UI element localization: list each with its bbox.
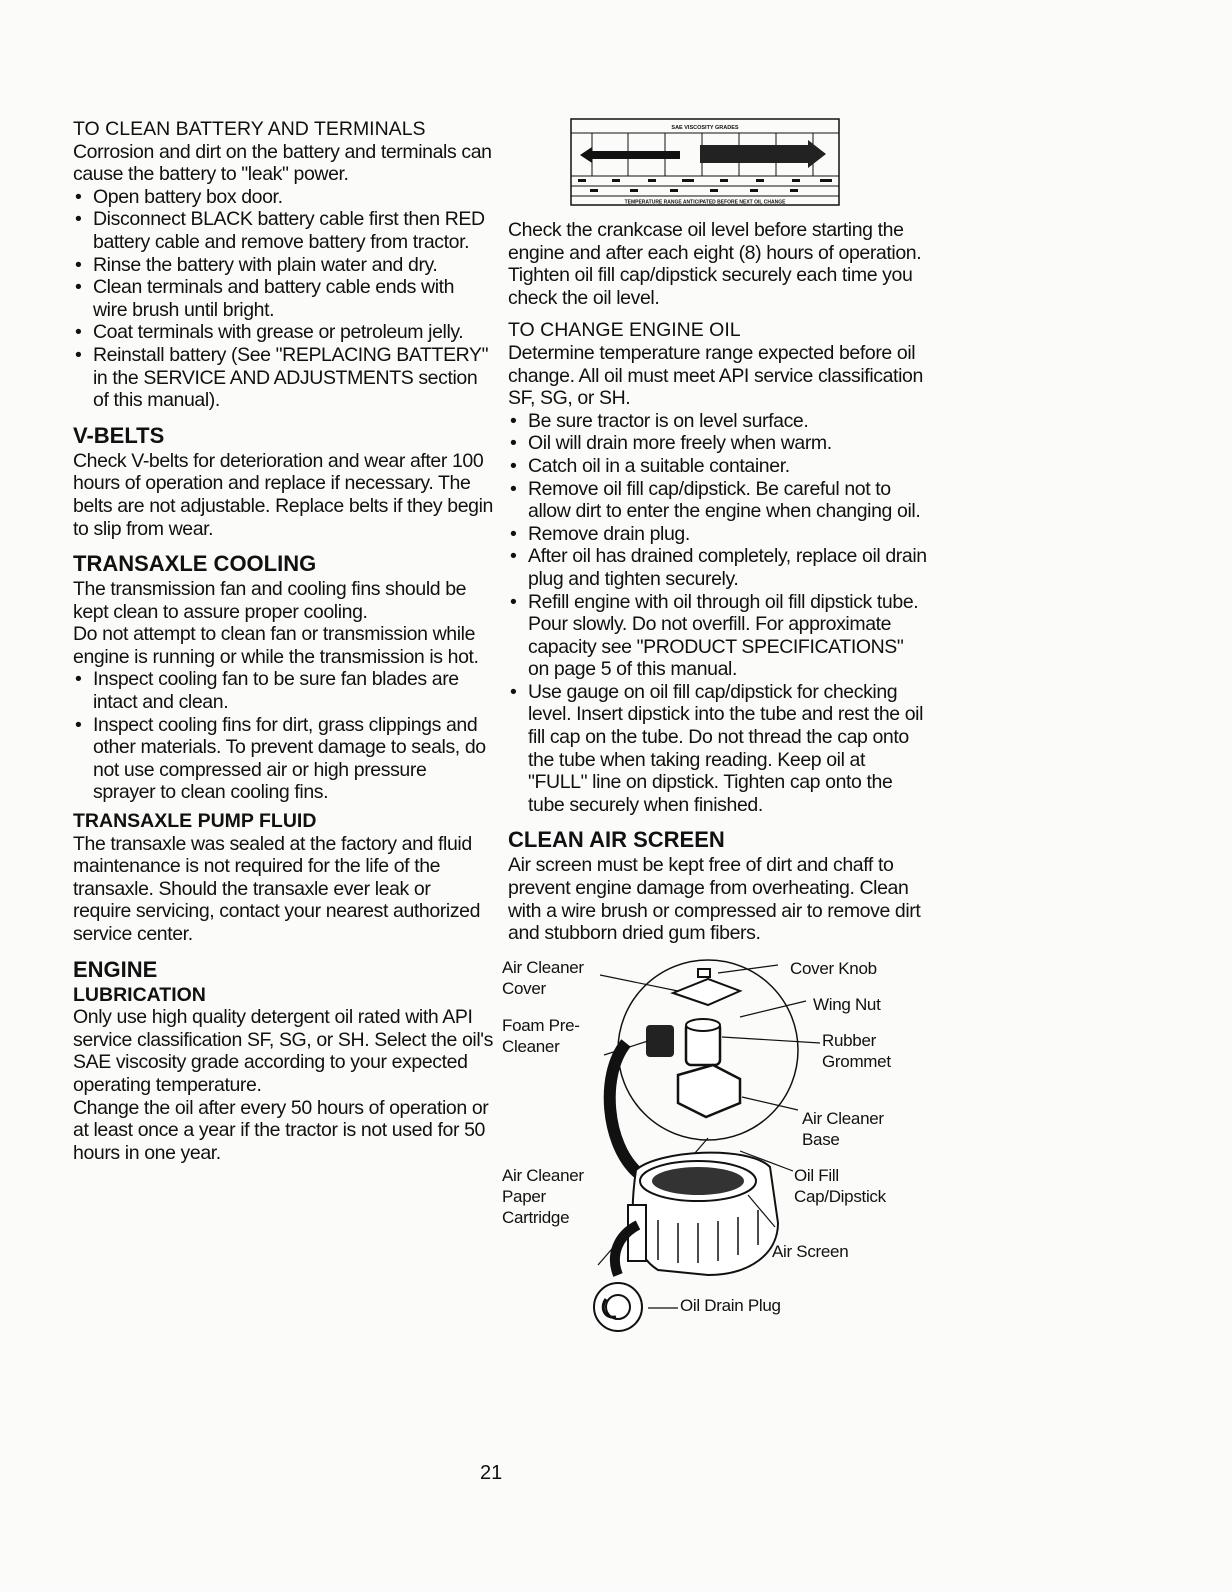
vbelts-text: Check V-belts for deterioration and wear after 100 hours of operation and replace if necessary. The belts are not adjustable. Replace belts if they begin to slip from wear. — [73, 449, 493, 540]
cooling-steps — [73, 668, 493, 804]
page-number: 21 — [480, 1462, 503, 1484]
list-item: • Catch oil in a suitable container. — [508, 455, 928, 478]
label-cover-knob: Cover Knob — [790, 958, 877, 978]
change-oil-steps — [508, 410, 928, 817]
air-cleaner-diagram — [502, 955, 938, 1355]
vbelts-heading: V-BELTS — [73, 422, 165, 448]
label-air-screen: Air Screen — [772, 1241, 849, 1261]
label-wing-nut: Wing Nut — [813, 994, 881, 1014]
lubrication-text-2: Change the oil after every 50 hours of operation or at least once a year if the tractor is not used for 50 hours in one year. — [73, 1096, 489, 1164]
viscosity-chart — [570, 118, 840, 206]
air-screen-heading: CLEAN AIR SCREEN — [508, 827, 725, 853]
list-item: • Reinstall battery (See "REPLACING BATTERY" in the SERVICE AND ADJUSTMENTS section of this manual). — [73, 344, 493, 412]
label-rubber-grommet: Rubber Grommet — [822, 1030, 891, 1071]
list-item: • Coat terminals with grease or petroleum jelly. — [73, 321, 493, 344]
lubrication-text-1: Only use high quality detergent oil rated with API service classification SF, SG, or SH. Select the oil's SAE viscosity grade according to your expected operating temperature. — [73, 1006, 493, 1096]
right-column — [502, 118, 928, 1355]
pump-text: The transaxle was sealed at the factory and fluid maintenance is not required for the life of the transaxle. Should the transaxle ever leak or require servicing, contact your nearest authorized service center. — [73, 832, 481, 945]
left-column — [73, 118, 493, 1164]
cooling-text-1: The transmission fan and cooling fins should be kept clean to assure proper cooling. — [73, 578, 467, 623]
battery-intro: Corrosion and dirt on the battery and terminals can cause the battery to "leak" power. — [73, 140, 492, 186]
cooling-text-2: Do not attempt to clean fan or transmission while engine is running or while the transmission is hot. — [73, 623, 479, 668]
label-air-cleaner-base: Air Cleaner Base — [802, 1108, 884, 1149]
list-item: • Remove oil fill cap/dipstick. Be careful not to allow dirt to enter the engine when changing oil. — [508, 478, 928, 523]
list-item: • Disconnect BLACK battery cable first then RED battery cable and remove battery from tractor. — [73, 208, 493, 253]
chart-title: SAE VISCOSITY GRADES — [671, 125, 739, 131]
battery-heading: TO CLEAN BATTERY AND TERMINALS — [73, 118, 426, 140]
pump-heading: TRANSAXLE PUMP FLUID — [73, 810, 317, 833]
chart-footer: TEMPERATURE RANGE ANTICIPATED BEFORE NEXT OIL CHANGE — [624, 199, 786, 206]
viscosity-bar-2 — [700, 140, 826, 168]
list-item: • Rinse the battery with plain water and dry. — [73, 254, 493, 277]
label-air-cleaner-cover: Air Cleaner Cover — [502, 957, 584, 998]
list-item: • Use gauge on oil fill cap/dipstick for checking level. Insert dipstick into the tube and rest the oil fill cap on the tube. Do not thread the cap onto the tube when taking reading. Keep oil at "FULL" line on dipstick. Tighten cap onto the tube securely when finished. — [508, 681, 928, 817]
label-oil-drain-plug: Oil Drain Plug — [680, 1295, 781, 1315]
air-cleaner-base-icon — [678, 1065, 740, 1117]
label-oil-fill-cap: Oil Fill Cap/Dipstick — [794, 1165, 886, 1206]
list-item: • Be sure tractor is on level surface. — [508, 410, 928, 433]
battery-steps — [73, 186, 493, 412]
list-item: • Refill engine with oil through oil fill dipstick tube. Pour slowly. Do not overfill. For approximate capacity see "PRODUCT SPECIFICATIONS" on page 5 of this manual. — [508, 591, 928, 681]
change-oil-text: Determine temperature range expected before oil change. All oil must meet API service classification SF, SG, or SH. — [508, 341, 923, 410]
list-item: • Open battery box door. — [73, 186, 493, 209]
air-screen-text: Air screen must be kept free of dirt and chaff to prevent engine damage from overheating. Clean with a wire brush or compressed air to remove dirt and stubborn dried gum fibers. — [508, 854, 921, 945]
list-item: • Clean terminals and battery cable ends with wire brush until bright. — [73, 276, 493, 321]
cooling-heading: TRANSAXLE COOLING — [73, 551, 317, 577]
list-item: • Inspect cooling fins for dirt, grass clippings and other materials. To prevent damage to seals, do not use compressed air or high pressure sprayer to clean cooling fins. — [73, 714, 493, 804]
list-item: • Oil will drain more freely when warm. — [508, 432, 928, 455]
lubrication-heading: LUBRICATION — [73, 983, 206, 1006]
list-item: • Remove drain plug. — [508, 523, 928, 546]
engine-heading: ENGINE — [73, 956, 158, 982]
list-item: • After oil has drained completely, replace oil drain plug and tighten securely. — [508, 545, 928, 590]
change-oil-heading: TO CHANGE ENGINE OIL — [508, 319, 741, 342]
cover-icon — [673, 979, 740, 1005]
label-air-cleaner-paper-cartridge: Air Cleaner Paper Cartridge — [502, 1165, 584, 1227]
label-foam-precleaner: Foam Pre-Cleaner — [502, 1015, 580, 1056]
check-oil-text: Check the crankcase oil level before starting the engine and after each eight (8) hours of operation. Tighten oil fill cap/dipstick securely each time you check the oil level. — [508, 219, 922, 309]
list-item: • Inspect cooling fan to be sure fan blades are intact and clean. — [73, 668, 493, 713]
foam-precleaner-icon — [646, 1025, 674, 1057]
